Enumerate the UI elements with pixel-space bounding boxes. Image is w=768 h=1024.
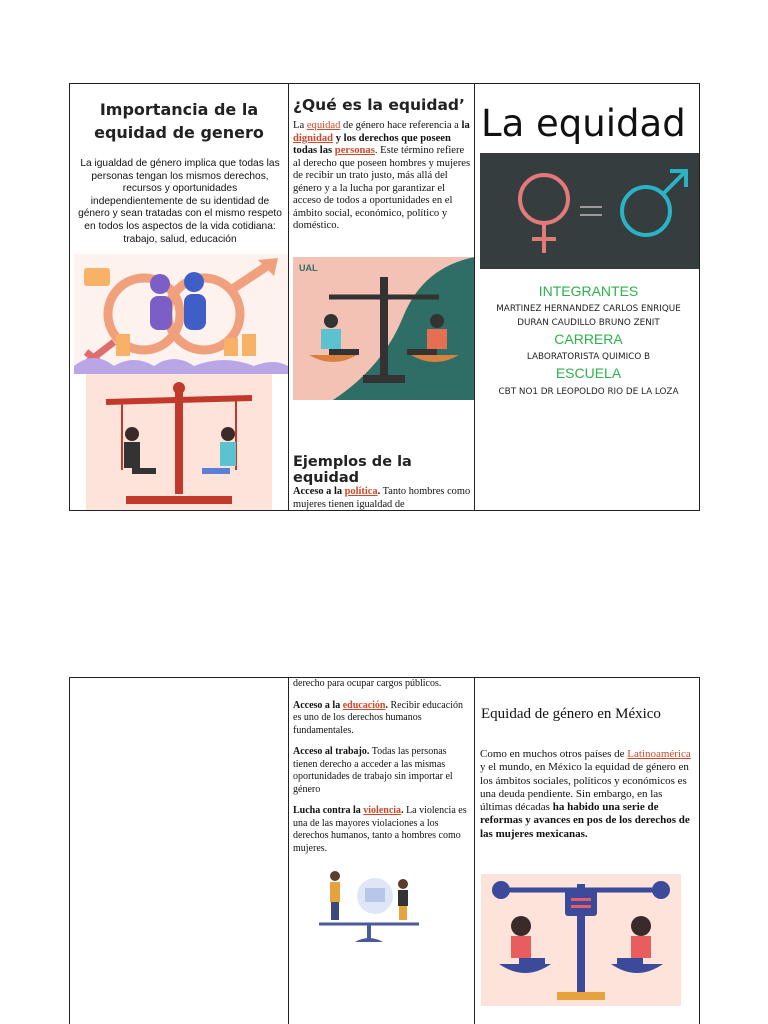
gender-symbols-photo <box>480 153 700 269</box>
mexico-title: Equidad de género en México <box>481 706 661 722</box>
workplace-equality-illustration <box>305 866 433 952</box>
integrantes-heading: INTEGRANTES <box>538 283 639 299</box>
handshake-illustration <box>74 254 288 374</box>
trabajo-text: Todas las personas tienen derecho a acceder a las mismas oportunidades de trabajo sin importar el género <box>293 746 453 795</box>
balance-scale-couple-illustration <box>86 374 272 511</box>
column-cover <box>474 84 700 510</box>
que-es-text-3: . Este término refiere al derecho que poseen hombres y mujeres de recibir un trato justo, más allá del género y a la lucha por garantizar el acceso de todos a oportunidades en el ámbito social, económico, político y doméstico. <box>293 145 471 231</box>
example-violencia <box>293 805 473 855</box>
educacion-bold: Acceso a la <box>293 699 343 711</box>
link-dignidad[interactable]: dignidad <box>293 132 334 144</box>
escuela-heading: ESCUELA <box>555 365 622 381</box>
cover-title: La equidad <box>481 102 686 145</box>
que-es-text-2: de género hace referencia a <box>340 120 462 131</box>
examples-continued-text <box>293 678 473 864</box>
que-es-text-1: La <box>293 120 307 131</box>
triptych-page-back <box>69 677 700 1024</box>
link-personas[interactable]: personas <box>334 145 375 156</box>
que-es-title: ¿Qué es la equidad’ <box>293 96 465 114</box>
importance-title-line2: equidad de genero <box>94 123 264 142</box>
balance-scale-women-illustration <box>481 874 681 1006</box>
educacion-bold-end: . <box>385 699 388 711</box>
column-importance <box>70 84 288 510</box>
example-educacion <box>293 700 473 738</box>
column-empty <box>70 678 288 1024</box>
link-latinoamerica[interactable]: Latinoamérica <box>627 748 691 760</box>
que-es-bold-2: y los derechos que poseen todas las <box>293 132 451 156</box>
member-1: MARTINEZ HERNANDEZ CARLOS ENRIQUE <box>496 304 681 314</box>
triptych-page-front <box>69 83 700 511</box>
example-trabajo <box>293 746 473 796</box>
que-es-text <box>293 120 473 233</box>
educacion-text: Recibir educación es uno de los derechos humanos fundamentales. <box>293 699 463 736</box>
ejemplos-text-1: Tanto hombres como mujeres tienen igualdad de <box>293 486 471 510</box>
ejemplos-bold-end: . <box>377 486 381 497</box>
column-mexico <box>474 678 700 1024</box>
politica-continued: derecho para ocupar cargos públicos. <box>293 678 442 689</box>
importance-title-line1: Importancia de la <box>99 100 259 119</box>
link-violencia[interactable]: violencia <box>363 805 402 816</box>
violencia-bold-end: . <box>401 805 404 816</box>
escuela-value: CBT NO1 DR LEOPOLDO RIO DE LA LOZA <box>498 387 679 397</box>
carrera-value: LABORATORISTA QUIMICO B <box>526 352 651 362</box>
mexico-text <box>480 748 696 841</box>
member-2: DURAN CAUDILLO BRUNO ZENIT <box>517 318 660 328</box>
balance-scale-teal-illustration <box>293 257 475 400</box>
importance-text: La igualdad de género implica que todas las personas tengan los mismos derechos, recursos y oportunidades independientemente de su identidad de género y sean tratadas con el mismo respeto en todos los aspectos de la vida cotidiana: trabajo, salud, educación <box>78 158 282 245</box>
link-educacion[interactable]: educación <box>342 699 386 711</box>
trabajo-bold: Acceso al trabajo. <box>293 746 370 757</box>
ejemplos-bold: Acceso a la <box>293 486 345 497</box>
column-examples-continued <box>288 678 474 1024</box>
ual-logo-text: UAL <box>299 263 318 273</box>
ejemplos-text <box>293 486 473 511</box>
ejemplos-title: Ejemplos de la equidad <box>293 454 412 486</box>
importance-title <box>78 98 280 144</box>
link-equidad[interactable]: equidad <box>306 120 341 131</box>
mexico-text-1: Como en muchos otros países de <box>480 748 628 760</box>
link-politica[interactable]: política <box>344 486 378 497</box>
mexico-text-2: y el mundo, en México la equidad de género en los ámbitos sociales, políticos y económicos es una deuda pendiente. Sin embargo, en las últimas décadas <box>480 761 689 814</box>
que-es-bold-1: la <box>461 120 470 131</box>
carrera-heading: CARRERA <box>554 331 623 347</box>
column-que-es <box>288 84 474 510</box>
violencia-text: La violencia es una de las mayores violaciones a los derechos humanos, tanto a hombres como mujeres. <box>293 805 467 854</box>
mexico-bold: ha habido una serie de reformas y avances en pos de los derechos de las mujeres mexicanas. <box>480 801 690 840</box>
violencia-bold: Lucha contra la <box>293 805 364 816</box>
